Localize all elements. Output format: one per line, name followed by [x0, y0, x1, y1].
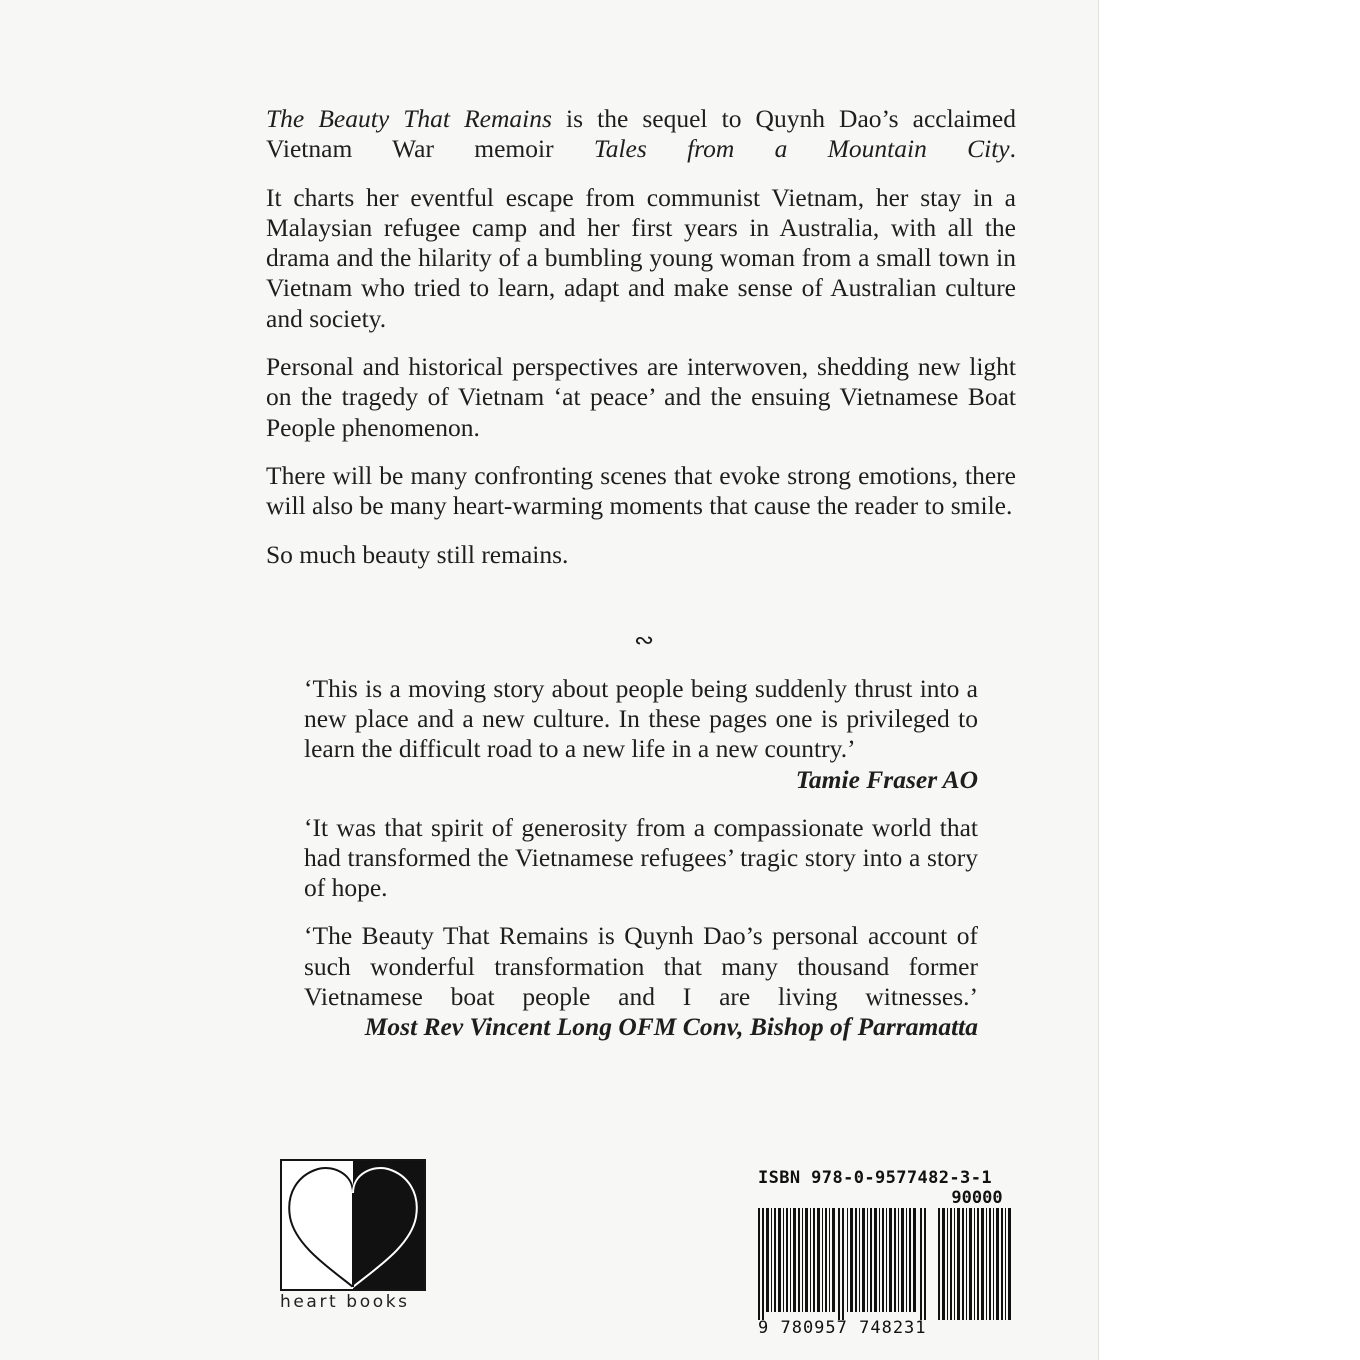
endorsement-quote-2b: ‘The Beauty That Remains is Quynh Dao’s personal account of such wonderful transformation that many thousand former Vietnamese boat people and I are living witnesses.’ [304, 921, 978, 1011]
barcode-digits: 9 780957 748231 [758, 1318, 927, 1338]
half-black-heart-icon [282, 1161, 424, 1289]
barcode-addon-bars [938, 1208, 1014, 1320]
publisher-logo [280, 1159, 426, 1291]
endorsement-attribution-1: Tamie Fraser AO [795, 764, 978, 794]
blurb-paragraph-2: It charts her eventful escape from communist Vietnam, her stay in a Malaysian refugee camp and her first years in Australia, with all the drama and the hilarity of a bumbling young woman from a small town in Vietnam who tried to learn, adapt and make sense of Australian culture and society. [266, 182, 1016, 333]
barcode-main-bars [758, 1208, 928, 1320]
endorsement-quote-1: ‘This is a moving story about people being suddenly thrust into a new place and a new culture. In these pages one is privileged to learn the difficult road to a new life in a new country.’ [304, 674, 978, 764]
isbn-number: ISBN 978-0-9577482-3-1 [758, 1168, 992, 1188]
previous-book-title: Tales from a Mountain City [593, 134, 1010, 164]
endorsements [304, 674, 978, 1060]
price-code: 90000 [951, 1188, 1003, 1208]
publisher-name: heart books [280, 1292, 410, 1312]
blurb-paragraph-5: So much beauty still remains. [266, 539, 569, 569]
blurb-paragraph-4: There will be many confronting scenes that evoke strong emotions, there will also be many heart-warming moments that cause the reader to smile. [266, 460, 1016, 521]
blurb-paragraph-3: Personal and historical perspectives are interwoven, shedding new light on the tragedy of Vietnam ‘at peace’ and the ensuing Vietnamese Boat People phenomenon. [266, 352, 1016, 442]
book-title: The Beauty That Remains [266, 104, 552, 133]
endorsement-quote-2a: ‘It was that spirit of generosity from a compassionate world that had transformed the Vietnamese refugees’ tragic story into a story of hope. [304, 812, 978, 903]
blurb-paragraph-1: The Beauty That Remains is the sequel to Quynh Dao’s acclaimed Vietnam War memoir Tales from a Mountain City. [266, 104, 1016, 164]
isbn-barcode [758, 1168, 1014, 1338]
ornament-divider: ∾ [633, 626, 655, 654]
endorsement-attribution-2: Most Rev Vincent Long OFM Conv, Bishop of Parramatta [364, 1012, 978, 1042]
blurb [266, 104, 1016, 588]
